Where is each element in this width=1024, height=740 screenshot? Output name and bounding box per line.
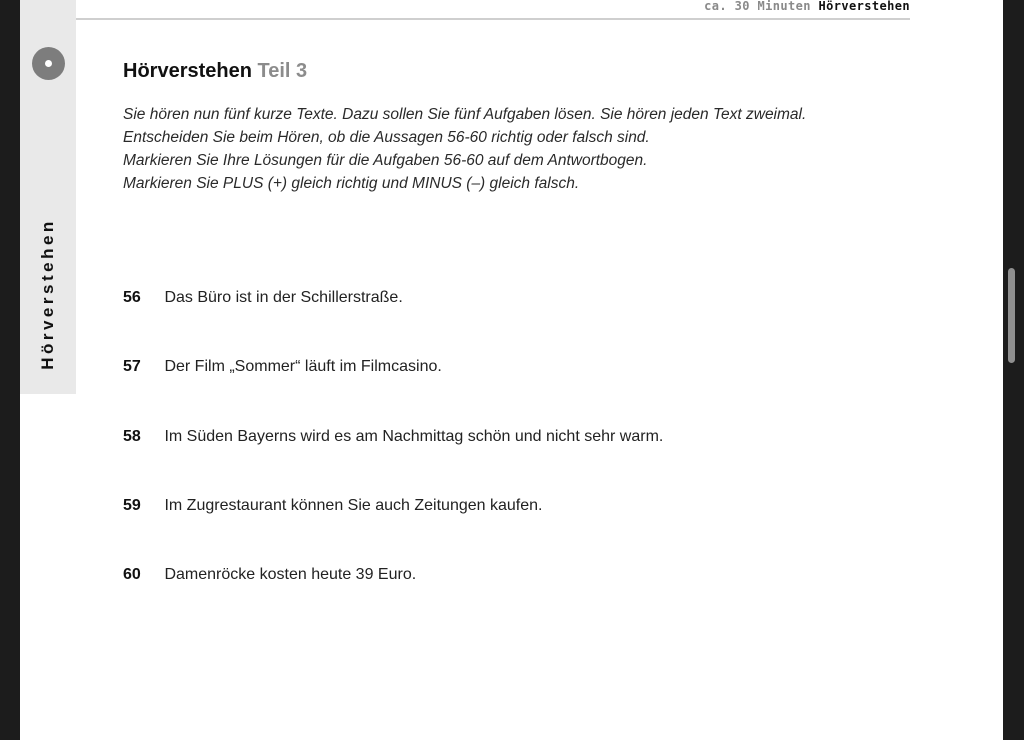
- document-page: [20, 0, 1003, 740]
- task-text: Der Film „Sommer“ läuft im Filmcasino.: [164, 358, 442, 375]
- header-divider: [76, 18, 910, 20]
- section-side-tab: [20, 0, 76, 394]
- instruction-line: Entscheiden Sie beim Hören, ob die Aussagen 56-60 richtig oder falsch sind.: [123, 129, 650, 146]
- instruction-line: Markieren Sie Ihre Lösungen für die Aufgaben 56-60 auf dem Antwortbogen.: [123, 152, 648, 169]
- task-number: 57: [123, 358, 141, 375]
- title-part: Teil 3: [257, 60, 308, 82]
- task-item: [123, 566, 416, 584]
- cd-icon: [32, 47, 65, 80]
- task-number: 59: [123, 497, 141, 514]
- task-item: [123, 428, 663, 446]
- task-item: [123, 497, 542, 515]
- page-title: [123, 60, 307, 83]
- task-number: 58: [123, 428, 141, 445]
- header-time: ca. 30 Minuten: [704, 0, 811, 13]
- task-number: 60: [123, 566, 141, 583]
- task-text: Im Süden Bayerns wird es am Nachmittag schön und nicht sehr warm.: [164, 428, 664, 445]
- side-tab-label: Hörverstehen: [38, 218, 57, 370]
- running-header: [704, 0, 910, 13]
- instructions: [123, 103, 923, 195]
- instruction-line: Sie hören nun fünf kurze Texte. Dazu sollen Sie fünf Aufgaben lösen. Sie hören jeden Text zweimal.: [123, 106, 807, 123]
- task-item: [123, 358, 442, 376]
- header-section: Hörverstehen: [818, 0, 910, 13]
- task-text: Damenröcke kosten heute 39 Euro.: [164, 566, 417, 583]
- scrollbar-thumb[interactable]: [1008, 268, 1015, 363]
- task-text: Das Büro ist in der Schillerstraße.: [164, 289, 403, 306]
- task-number: 56: [123, 289, 141, 306]
- title-main: Hörverstehen: [123, 60, 252, 82]
- instruction-line: Markieren Sie PLUS (+) gleich richtig und MINUS (–) gleich falsch.: [123, 175, 580, 192]
- task-text: Im Zugrestaurant können Sie auch Zeitungen kaufen.: [164, 497, 543, 514]
- task-item: [123, 289, 403, 307]
